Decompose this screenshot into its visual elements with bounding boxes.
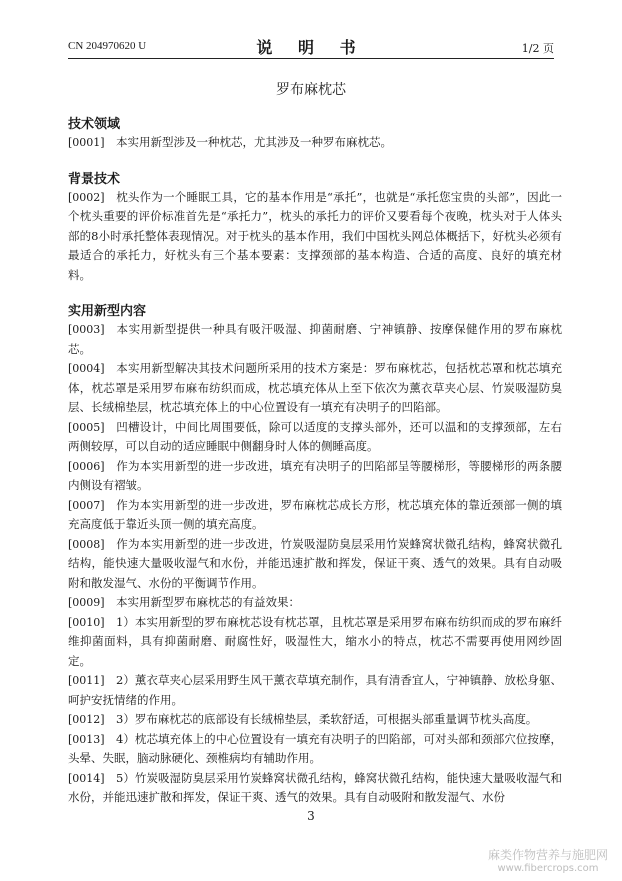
paragraph-text: 3）罗布麻枕芯的底部设有长绒棉垫层，柔软舒适，可根据头部重量调节枕头高度。 xyxy=(116,712,538,726)
paragraph-number: [0010] xyxy=(68,615,105,629)
patent-number: CN 204970620 U xyxy=(68,40,147,52)
page-header xyxy=(68,32,554,59)
paragraph xyxy=(68,535,562,594)
paragraph-text: 本实用新型罗布麻枕芯的有益效果： xyxy=(116,595,300,609)
paragraph xyxy=(68,320,562,359)
paragraph-number: [0014] xyxy=(68,771,105,785)
page-indicator: 1/2 页 xyxy=(521,42,554,55)
page-number: 3 xyxy=(307,809,315,823)
paragraph-text: 本实用新型解决其技术问题所采用的技术方案是：罗布麻枕芯，包括枕芯罩和枕芯填充体，枕芯罩是采用罗布麻布纺织而成，枕芯填充体从上至下依次为薰衣草夹心层、竹炭吸湿防臭层、长绒棉垫层，枕芯填充体上的中心位置设有一填充有决明子的凹陷部。 xyxy=(68,361,562,414)
paragraph xyxy=(68,359,562,418)
paragraph-text: 1）本实用新型的罗布麻枕芯设有枕芯罩，且枕芯罩是采用罗布麻布纺织而成的罗布麻纤维抑菌面料，具有抑菌耐磨、耐腐性好，吸湿性大，缩水小的特点，枕芯不需要再使用网纱固定。 xyxy=(68,614,562,668)
paragraph xyxy=(68,730,562,769)
header-title: 说 明 书 xyxy=(256,38,366,57)
paragraph-text: 本实用新型提供一种具有吸汗吸湿、抑菌耐磨、宁神镇静、按摩保健作用的罗布麻枕芯。 xyxy=(68,322,562,356)
paragraph-text: 本实用新型涉及一种枕芯，尤其涉及一种罗布麻枕芯。 xyxy=(116,135,392,149)
paragraph xyxy=(68,418,562,457)
paragraph-number: [0008] xyxy=(68,537,105,551)
site-watermark xyxy=(484,848,612,876)
paragraph-number: [0004] xyxy=(68,362,105,375)
paragraph xyxy=(68,671,562,710)
paragraph-text: 枕头作为一个睡眠工具，它的基本作用是“承托”，也就是“承托您宝贵的头部”，因此一个枕头重要的评价标准首先是“承托力”，枕头的承托力的评价又要看每个夜晚，枕头对于人体头部的8小时承托整体表现情况。对于枕头的基本作用，我们中国枕头网总体概括下，好枕头必须有最适合的承托力，好枕头有三个基本要素：支撑颈部的基本构造、合适的高度、良好的填充材料。 xyxy=(68,189,562,282)
paragraph-number: [0011] xyxy=(68,674,105,687)
paragraph-number: [0002] xyxy=(68,190,105,204)
paragraph-text: 凹槽设计，中间比周围要低，除可以适度的支撑头部外，还可以温和的支撑颈部，左右两侧较厚，可以自动的适应睡眠中侧翻身时人体的侧睡高度。 xyxy=(68,419,562,453)
document-body xyxy=(68,116,562,808)
paragraph xyxy=(68,769,562,808)
paragraph-number: [0013] xyxy=(68,732,105,746)
paragraph-text: 作为本实用新型的进一步改进，填充有决明子的凹陷部呈等腰梯形，等腰梯形的两条腰内侧设有褶皱。 xyxy=(68,458,562,492)
paragraph-number: [0001] xyxy=(68,136,105,149)
watermark-url: www.fibercrops.com xyxy=(497,863,599,874)
paragraph-number: [0003] xyxy=(68,323,105,336)
section-heading: 背景技术 xyxy=(68,171,121,187)
paragraph-number: [0012] xyxy=(68,713,105,726)
paragraph xyxy=(68,188,562,286)
paragraph-text: 作为本实用新型的进一步改进，竹炭吸湿防臭层采用竹炭蜂窝状微孔结构，蜂窝状微孔结构，能快速大量吸收湿气和水份，并能迅速扩散和挥发，保证干爽、透气的效果。具有自动吸附和散发湿气、水份的平衡调节作用。 xyxy=(68,536,562,590)
watermark-title: 麻类作物营养与施肥网 xyxy=(487,848,608,862)
paragraph xyxy=(68,133,562,153)
section-heading: 技术领域 xyxy=(68,117,121,132)
paragraph-number: [0005] xyxy=(68,420,105,434)
paragraph xyxy=(68,593,562,613)
paragraph xyxy=(68,496,562,535)
paragraph-text: 2）薰衣草夹心层采用野生风干薰衣草填充制作，具有清香宜人，宁神镇静、放松身躯、呵护安抚情绪的作用。 xyxy=(68,673,562,707)
paragraph xyxy=(68,457,562,496)
paragraph-number: [0006] xyxy=(68,459,105,473)
paragraph-text: 5）竹炭吸湿防臭层采用竹炭蜂窝状微孔结构，蜂窝状微孔结构，能快速大量吸收湿气和水份，并能迅速扩散和挥发，保证干爽、透气的效果。具有自动吸附和散发湿气、水份 xyxy=(68,770,562,804)
section-heading: 实用新型内容 xyxy=(68,304,147,319)
paragraph-number: [0009] xyxy=(68,596,105,609)
paragraph-text: 4）枕芯填充体上的中心位置设有一填充有决明子的凹陷部，可对头部和颈部穴位按摩，头晕、失眠，脑动脉硬化、颈椎病均有辅助作用。 xyxy=(68,731,562,765)
document-title: 罗布麻枕芯 xyxy=(276,82,346,98)
paragraph xyxy=(68,710,562,730)
paragraph-number: [0007] xyxy=(68,498,105,512)
paragraph-text: 作为本实用新型的进一步改进，罗布麻枕芯成长方形，枕芯填充体的靠近颈部一侧的填充高度低于靠近头顶一侧的填充高度。 xyxy=(68,497,562,531)
paragraph xyxy=(68,613,562,672)
